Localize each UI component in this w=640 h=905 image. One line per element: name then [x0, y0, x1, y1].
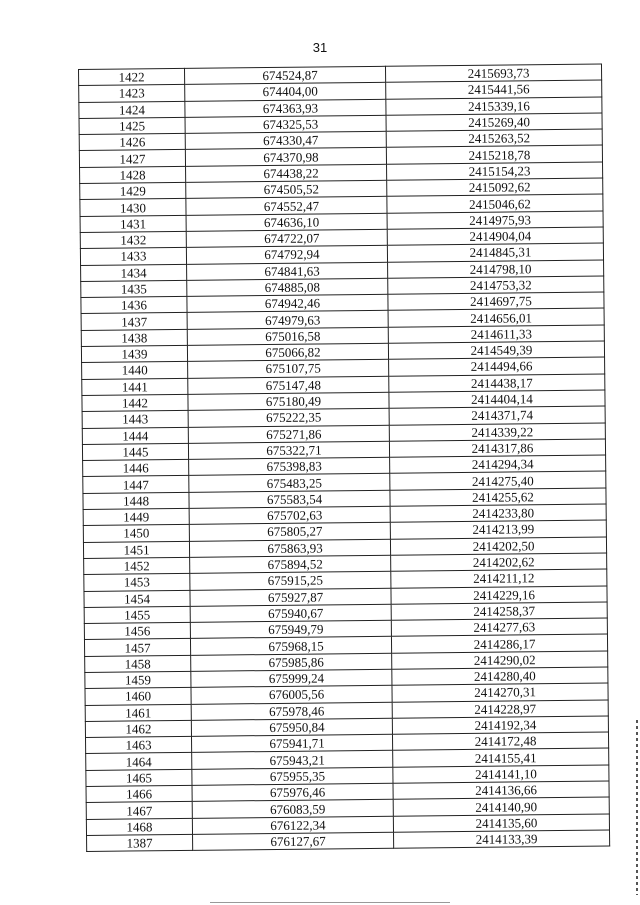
x-coordinate-cell: 675066,82	[187, 343, 388, 361]
y-coordinate-cell: 2414136,66	[393, 781, 609, 800]
y-coordinate-cell: 2414270,31	[392, 683, 608, 702]
y-coordinate-cell: 2414258,37	[391, 602, 607, 621]
point-number-cell: 1430	[80, 199, 186, 216]
y-coordinate-cell: 2415441,56	[386, 80, 602, 99]
point-number-cell: 1443	[82, 411, 188, 428]
x-coordinate-cell: 674979,63	[187, 311, 388, 329]
y-coordinate-cell: 2414280,40	[392, 667, 608, 686]
point-number-cell: 1460	[85, 688, 191, 705]
point-number-cell: 1465	[86, 769, 192, 786]
x-coordinate-cell: 675147,48	[188, 376, 389, 394]
x-coordinate-cell: 675805,27	[189, 523, 390, 541]
y-coordinate-cell: 2414697,75	[388, 292, 604, 311]
point-number-cell: 1426	[79, 134, 185, 151]
point-number-cell: 1427	[79, 150, 185, 167]
x-coordinate-cell: 674524,87	[184, 66, 385, 84]
coordinates-table-body	[79, 64, 610, 852]
x-coordinate-cell: 675949,79	[190, 620, 391, 638]
y-coordinate-cell: 2414611,33	[388, 325, 604, 344]
point-number-cell: 1462	[85, 720, 191, 737]
x-coordinate-cell: 674363,93	[185, 99, 386, 117]
point-number-cell: 1455	[84, 606, 190, 623]
y-coordinate-cell: 2414404,14	[389, 390, 605, 409]
point-number-cell: 1453	[84, 574, 190, 591]
y-coordinate-cell: 2414141,10	[393, 765, 609, 784]
point-number-cell: 1468	[86, 818, 192, 835]
scan-bottom-line	[210, 902, 450, 903]
y-coordinate-cell: 2414275,40	[390, 471, 606, 490]
point-number-cell: 1436	[81, 297, 187, 314]
x-coordinate-cell: 674841,63	[187, 262, 388, 280]
point-number-cell: 1446	[83, 459, 189, 476]
y-coordinate-cell: 2414277,63	[391, 618, 607, 637]
x-coordinate-cell: 675222,35	[188, 408, 389, 426]
x-coordinate-cell: 675271,86	[188, 425, 389, 443]
x-coordinate-cell: 675107,75	[188, 360, 389, 378]
x-coordinate-cell: 674438,22	[186, 164, 387, 182]
x-coordinate-cell: 675894,52	[190, 555, 391, 573]
point-number-cell: 1432	[80, 231, 186, 248]
point-number-cell: 1422	[79, 68, 185, 85]
y-coordinate-cell: 2414233,80	[390, 504, 606, 523]
x-coordinate-cell: 674885,08	[187, 278, 388, 296]
point-number-cell: 1438	[81, 329, 187, 346]
point-number-cell: 1467	[86, 802, 192, 819]
y-coordinate-cell: 2415263,52	[386, 129, 602, 148]
point-number-cell: 1466	[86, 785, 192, 802]
x-coordinate-cell: 676083,59	[192, 800, 393, 818]
y-coordinate-cell: 2414140,90	[393, 797, 609, 816]
point-number-cell: 1423	[79, 85, 185, 102]
y-coordinate-cell: 2415154,23	[387, 162, 603, 181]
point-number-cell: 1457	[84, 639, 190, 656]
y-coordinate-cell: 2414339,22	[389, 423, 605, 442]
x-coordinate-cell: 675941,71	[191, 734, 392, 752]
point-number-cell: 1456	[84, 622, 190, 639]
y-coordinate-cell: 2414229,16	[391, 585, 607, 604]
y-coordinate-cell: 2415218,78	[386, 145, 602, 164]
y-coordinate-cell: 2415046,62	[387, 194, 603, 213]
y-coordinate-cell: 2414172,48	[392, 732, 608, 751]
point-number-cell: 1461	[85, 704, 191, 721]
point-number-cell: 1448	[83, 492, 189, 509]
y-coordinate-cell: 2414975,93	[387, 211, 603, 230]
x-coordinate-cell: 675915,25	[190, 571, 391, 589]
point-number-cell: 1464	[86, 753, 192, 770]
point-number-cell: 1441	[82, 378, 188, 395]
y-coordinate-cell: 2415269,40	[386, 113, 602, 132]
x-coordinate-cell: 675978,46	[191, 702, 392, 720]
point-number-cell: 1433	[80, 248, 186, 265]
x-coordinate-cell: 675976,46	[192, 783, 393, 801]
point-number-cell: 1447	[83, 476, 189, 493]
y-coordinate-cell: 2414255,62	[390, 488, 606, 507]
point-number-cell: 1450	[83, 525, 189, 542]
point-number-cell: 1452	[84, 557, 190, 574]
y-coordinate-cell: 2414213,99	[390, 520, 606, 539]
y-coordinate-cell: 2414294,34	[390, 455, 606, 474]
y-coordinate-cell: 2415693,73	[385, 64, 601, 83]
x-coordinate-cell: 674942,46	[187, 294, 388, 312]
x-coordinate-cell: 675863,93	[189, 539, 390, 557]
point-number-cell: 1428	[80, 166, 186, 183]
x-coordinate-cell: 674330,47	[185, 131, 386, 149]
point-number-cell: 1431	[80, 215, 186, 232]
point-number-cell: 1425	[79, 117, 185, 134]
y-coordinate-cell: 2414798,10	[388, 260, 604, 279]
point-number-cell: 1442	[82, 394, 188, 411]
x-coordinate-cell: 675702,63	[189, 506, 390, 524]
x-coordinate-cell: 674552,47	[186, 197, 387, 215]
y-coordinate-cell: 2414656,01	[388, 308, 604, 327]
x-coordinate-cell: 674722,07	[186, 229, 387, 247]
point-number-cell: 1445	[82, 443, 188, 460]
point-number-cell: 1424	[79, 101, 185, 118]
x-coordinate-cell: 676122,34	[192, 816, 393, 834]
page-number: 31	[312, 40, 328, 55]
y-coordinate-cell: 2414135,60	[393, 814, 609, 833]
x-coordinate-cell: 674404,00	[185, 83, 386, 101]
x-coordinate-cell: 675927,87	[190, 588, 391, 606]
y-coordinate-cell: 2414845,31	[387, 243, 603, 262]
x-coordinate-cell: 674636,10	[186, 213, 387, 231]
point-number-cell: 1454	[84, 590, 190, 607]
x-coordinate-cell: 675968,15	[190, 637, 391, 655]
point-number-cell: 1435	[81, 280, 187, 297]
x-coordinate-cell: 674370,98	[185, 148, 386, 166]
point-number-cell: 1437	[81, 313, 187, 330]
y-coordinate-cell: 2414211,12	[391, 569, 607, 588]
x-coordinate-cell: 674505,52	[186, 180, 387, 198]
coordinates-table	[78, 64, 610, 853]
x-coordinate-cell: 675322,71	[188, 441, 389, 459]
y-coordinate-cell: 2414228,97	[392, 700, 608, 719]
x-coordinate-cell: 676005,56	[191, 686, 392, 704]
y-coordinate-cell: 2414494,66	[389, 357, 605, 376]
point-number-cell: 1458	[85, 655, 191, 672]
x-coordinate-cell: 675016,58	[187, 327, 388, 345]
x-coordinate-cell: 675950,84	[191, 718, 392, 736]
x-coordinate-cell: 675398,83	[189, 457, 390, 475]
y-coordinate-cell: 2414371,74	[389, 406, 605, 425]
y-coordinate-cell: 2415092,62	[387, 178, 603, 197]
point-number-cell: 1449	[83, 508, 189, 525]
y-coordinate-cell: 2414549,39	[388, 341, 604, 360]
point-number-cell: 1387	[87, 834, 193, 851]
y-coordinate-cell: 2414438,17	[389, 374, 605, 393]
y-coordinate-cell: 2415339,16	[386, 97, 602, 116]
y-coordinate-cell: 2414753,32	[388, 276, 604, 295]
point-number-cell: 1429	[80, 182, 186, 199]
point-number-cell: 1459	[85, 671, 191, 688]
y-coordinate-cell: 2414904,04	[387, 227, 603, 246]
x-coordinate-cell: 675940,67	[190, 604, 391, 622]
y-coordinate-cell: 2414286,17	[391, 634, 607, 653]
point-number-cell: 1444	[82, 427, 188, 444]
point-number-cell: 1463	[86, 737, 192, 754]
point-number-cell: 1440	[82, 362, 188, 379]
x-coordinate-cell: 675985,86	[191, 653, 392, 671]
x-coordinate-cell: 674792,94	[186, 246, 387, 264]
point-number-cell: 1434	[81, 264, 187, 281]
y-coordinate-cell: 2414290,02	[392, 651, 608, 670]
x-coordinate-cell: 675955,35	[192, 767, 393, 785]
y-coordinate-cell: 2414133,39	[394, 830, 610, 849]
x-coordinate-cell: 674325,53	[185, 115, 386, 133]
x-coordinate-cell: 675483,25	[189, 474, 390, 492]
y-coordinate-cell: 2414202,50	[390, 537, 606, 556]
y-coordinate-cell: 2414202,62	[391, 553, 607, 572]
x-coordinate-cell: 675583,54	[189, 490, 390, 508]
y-coordinate-cell: 2414192,34	[392, 716, 608, 735]
point-number-cell: 1439	[81, 345, 187, 362]
x-coordinate-cell: 675943,21	[192, 751, 393, 769]
x-coordinate-cell: 675999,24	[191, 669, 392, 687]
point-number-cell: 1451	[83, 541, 189, 558]
x-coordinate-cell: 676127,67	[193, 832, 394, 850]
y-coordinate-cell: 2414155,41	[393, 748, 609, 767]
x-coordinate-cell: 675180,49	[188, 392, 389, 410]
y-coordinate-cell: 2414317,86	[389, 439, 605, 458]
scan-edge-mark	[636, 720, 638, 895]
